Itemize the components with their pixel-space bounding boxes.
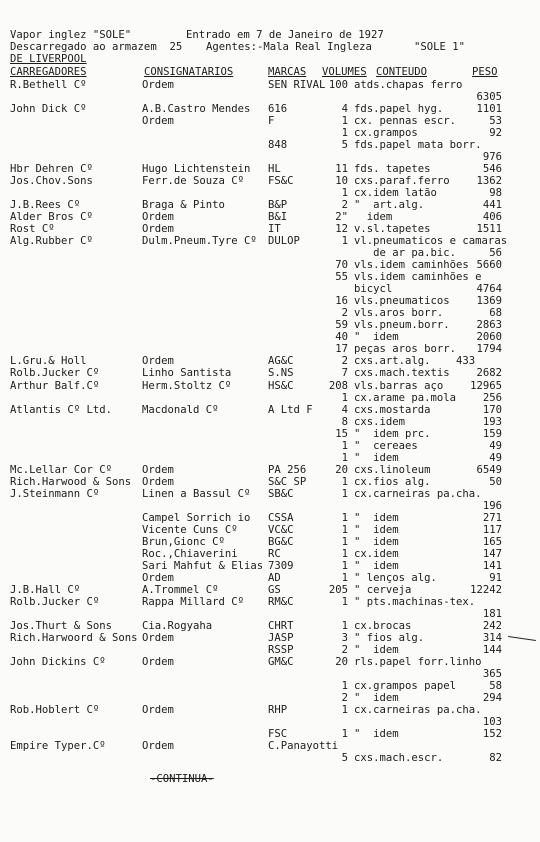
weight-cell: 6549 [476,463,502,476]
consignee-cell: Ordem [142,740,174,753]
manifest-row [0,236,540,248]
volume-cell: 1 [341,115,348,128]
volume-cell: 11 [335,163,348,176]
manifest-row [0,465,540,477]
consignee-cell: Ordem [142,355,174,368]
shipper-cell: J.B.Rees Cº [10,199,81,212]
volume-cell: 17 [335,343,348,356]
volume-cell: 1 [341,439,348,452]
weight-cell: 12965 [470,379,502,392]
content-cell: cx.idem [354,547,399,560]
manifest-row [0,525,540,537]
shipper-cell: Rost Cº [10,223,55,236]
weight-cell: 1511 [476,223,502,236]
content-cell: vl.pneumaticos e camaras [354,235,508,248]
volume-cell: 1 [341,523,348,536]
mark-cell: FS&C [268,175,294,188]
mark-cell: CSSA [268,511,294,524]
volume-cell: 1 [341,619,348,632]
content-cell: " idem [354,559,399,572]
manifest-row [0,368,540,380]
volume-cell: 1 [341,559,348,572]
content-cell: cx.idem latão [354,187,437,200]
weight-cell: 117 [482,523,502,536]
weight-cell: 53 [489,115,502,128]
manifest-row [0,116,540,128]
mark-cell: CHRT [268,619,294,632]
mark-cell: RM&C [268,595,294,608]
content-cell: cxs.paraf.ferro [354,175,450,188]
shipper-cell: R.Bethell Cº [10,79,87,91]
volume-cell: 1 [341,704,348,717]
content-cell: " idem [354,451,399,464]
mark-cell: IT [268,223,281,236]
mark-cell: DULOP [268,235,300,248]
mark-cell: B&P [268,199,288,212]
content-cell: cxs.mach.escr. [354,752,444,765]
content-cell: cxs.idem [354,415,406,428]
consignee-cell: Ordem [142,211,174,224]
weight-cell: 4764 [476,283,502,296]
weight-cell: 141 [482,559,502,572]
volume-cell: 2 [341,307,348,320]
mark-cell: GM&C [268,655,294,668]
content-cell: " idem [354,331,399,344]
mark-cell: RC [268,547,281,560]
mark-cell: GS [268,583,281,596]
content-cell: " idem [354,511,399,524]
manifest-row [0,320,540,332]
weight-cell: 82 [489,752,502,765]
consignee-cell: Ordem [142,463,174,476]
manifest-row [0,549,540,561]
content-cell: idem [354,211,393,224]
content-cell: vls.barras aço [354,379,444,392]
weight-cell: 976 [482,151,502,164]
manifest-row [0,284,540,296]
volume-cell: 1 [341,127,348,140]
volume-cell: 3 [341,631,348,644]
volume-cell: 100 [328,79,348,91]
content-cell: " idem [354,535,399,548]
shipper-cell: Arthur Balf.Cº [10,379,100,392]
consignee-cell: Ferr.de Souza Cº [142,175,245,188]
weight-cell: 165 [482,535,502,548]
volume-cell: 1 [341,571,348,584]
volume-cell: 8 [341,415,348,428]
weight-cell: 256 [482,391,502,404]
weight-cell: 49 [489,451,502,464]
manifest-row [0,705,540,717]
content-cell: " pts.machinas-tex. [354,595,476,608]
mark-cell: BG&C [268,535,294,548]
volume-cell: 208 [328,379,348,392]
volume-cell: 1 [341,187,348,200]
shipper-cell: Rolb.Jucker Cº [10,595,100,608]
weight-cell: 103 [482,716,502,729]
volume-cell: 1 [341,595,348,608]
volume-cell: 1 [341,475,348,488]
shipper-cell: L.Gru.& Holl [10,355,87,368]
shipper-cell: Hbr Dehren Cº [10,163,93,176]
manifest-row [0,657,540,669]
consignee-cell: Braga & Pinto [142,199,225,212]
mark-cell: A Ltd F [268,403,313,416]
consignee-cell: Brun,Gionc Cº [142,535,225,548]
manifest-row [0,669,540,681]
weight-cell: 159 [482,427,502,440]
consignee-cell: Ordem [142,223,174,236]
content-cell: atds.chapas ferro [354,79,463,91]
col-contents: CONTEUDO [376,66,428,78]
weight-cell: 1369 [476,295,502,308]
shipper-cell: Rolb.Jucker Cº [10,367,100,380]
manifest-row [0,573,540,585]
content-cell: cxs.linoleum [354,463,431,476]
weight-cell: 50 [489,475,502,488]
content-cell: " cereaes [354,439,418,452]
volume-cell: 2 [341,692,348,705]
col-marks: MARCAS [268,66,307,78]
volume-cell: 40 [335,331,348,344]
content-cell: cxs.mostarda [354,403,431,416]
volume-cell: 12 [335,223,348,236]
consignee-cell: Roc.,Chiaverini [142,547,238,560]
mark-cell: AD [268,571,281,584]
consignee-cell: A.B.Castro Mendes [142,103,251,116]
weight-cell: 49 [489,439,502,452]
volume-cell: 4 [341,103,348,116]
weight-cell: 1362 [476,175,502,188]
weight-cell: 406 [482,211,502,224]
shipper-cell: John Dick Cº [10,103,87,116]
weight-cell: 2682 [476,367,502,380]
content-cell: cx.brocas [354,619,412,632]
consignee-cell: Ordem [142,631,174,644]
manifest-row [0,501,540,513]
ship-name: Vapor inglez "SOLE" [10,29,132,41]
manifest-row [0,741,540,753]
consignee-cell: Dulm.Pneum.Tyre Cº [142,235,257,248]
volume-cell: 55 [335,271,348,284]
content-cell: cxs.art.alg. 433 [354,355,476,368]
content-cell: bicycl [354,283,393,296]
manifest-row [0,308,540,320]
content-cell: " idem [354,523,399,536]
weight-cell: 147 [482,547,502,560]
content-cell: cx.grampos [354,127,418,140]
shipper-cell: Alg.Rubber Cº [10,235,93,248]
weight-cell: 365 [482,667,502,680]
weight-cell: 196 [482,499,502,512]
weight-cell: 152 [482,728,502,741]
content-cell: vls.idem caminhões e [354,271,482,284]
consignee-cell: Macdonald Cº [142,403,219,416]
manifest-row [0,441,540,453]
weight-cell: 92 [489,127,502,140]
content-cell: " idem [354,643,399,656]
volume-cell: 1 [341,535,348,548]
manifest-row [0,176,540,188]
content-cell: " idem prc. [354,427,431,440]
consignee-cell: Sari Mahfut & Elias [142,559,264,572]
volume-cell: 20 [335,655,348,668]
volume-cell: 1 [341,728,348,741]
shipper-cell: Rob.Hoblert Cº [10,704,100,717]
content-cell: de ar pa.bic. [354,247,457,260]
content-cell: " fios alg. [354,631,425,644]
mark-cell: PA 256 [268,463,307,476]
mark-cell: FSC [268,728,288,741]
manifest-row [0,489,540,501]
col-weight: PESO [472,66,498,78]
weight-cell: 12242 [470,583,502,596]
weight-cell: 98 [489,187,502,200]
weight-cell: 58 [489,680,502,692]
volume-cell: 1 [341,680,348,692]
content-cell: fds.papel hyg. [354,103,444,116]
shipper-cell: Jos.Thurt & Sons [10,619,113,632]
mark-cell: SEN RIVAL [268,79,326,91]
consignee-cell: Ordem [142,571,174,584]
consignee-cell: Linho Santista [142,367,232,380]
volume-cell: 2 [341,355,348,368]
content-cell: fds.papel mata borr. [354,139,482,152]
content-cell: rls.papel forr.linho [354,655,482,668]
manifest-row [0,296,540,308]
shipper-cell: J.B.Hall Cº [10,583,81,596]
manifest-row [0,429,540,441]
weight-cell: 91 [489,571,502,584]
content-cell: vls.idem caminhões [354,259,469,272]
manifest-row [0,477,540,489]
arrival-date: Entrado em 7 de Janeiro de 1927 [186,29,384,41]
consignee-cell: Ordem [142,475,174,488]
mark-cell: RSSP [268,643,294,656]
content-cell: " cerveja [354,583,412,596]
content-cell: cxs.mach.textis [354,367,450,380]
weight-cell: 1101 [476,103,502,116]
mark-cell: 7309 [268,559,294,572]
mark-cell: B&I [268,211,288,224]
consignee-cell: Linen a Bassul Cº [142,487,251,500]
content-cell: " idem [354,692,399,705]
mark-cell: SB&C [268,487,294,500]
mark-cell: AG&C [268,355,294,368]
manifest-row [0,140,540,152]
mark-cell: 848 [268,139,288,152]
continued-note: -CONTINUA- [150,773,214,785]
content-cell: peças aros borr. [354,343,457,356]
manifest-row [0,753,540,765]
consignee-cell: Vicente Cuns Cº [142,523,238,536]
content-cell: " art.alg. [354,199,425,212]
manifest-row [0,537,540,549]
manifest-row [0,381,540,393]
weight-cell: 271 [482,511,502,524]
shipper-cell: Empire Typer.Cº [10,740,106,753]
mark-cell: S.NS [268,367,294,380]
volume-cell: 2 [341,643,348,656]
weight-cell: 6305 [476,91,502,104]
volume-cell: 70 [335,259,348,272]
volume-cell: 205 [328,583,348,596]
volume-cell: 7 [341,367,348,380]
mark-cell: RHP [268,704,288,717]
consignee-cell: Campel Sorrich io [142,511,251,524]
shipper-cell: Alder Bros Cº [10,211,93,224]
volume-cell: 1 [341,235,348,248]
warehouse: Descarregado ao armazem 25 [10,41,183,53]
consignee-cell: Rappa Millard Cº [142,595,245,608]
content-cell: cx. pennas escr. [354,115,457,128]
manifest-row [0,417,540,429]
content-cell: vls.pneumaticos [354,295,450,308]
volume-cell: 1 [341,487,348,500]
shipper-cell: Jos.Chov.Sons [10,175,93,188]
weight-cell: 242 [482,619,502,632]
mark-cell: 616 [268,103,288,116]
weight-cell: 144 [482,643,502,656]
content-cell: vls.aros borr. [354,307,444,320]
content-cell: " lenços alg. [354,571,437,584]
volume-cell: 2 [341,199,348,212]
content-cell: cx.grampos papel [354,680,457,692]
mark-cell: F [268,115,275,128]
content-cell: cx.carneiras pa.cha. [354,704,482,717]
volume-cell: 59 [335,319,348,332]
col-volumes: VOLUMES [322,66,367,78]
col-shipper: CARREGADORES [10,66,87,78]
consignee-cell: Hugo Lichtenstein [142,163,251,176]
content-cell: vls.pneum.borr. [354,319,450,332]
content-cell: v.sl.tapetes [354,223,431,236]
manifest-row [0,272,540,284]
consignee-cell: A.Trommel Cº [142,583,219,596]
consignee-cell: Cia.Rogyaha [142,619,213,632]
shipper-cell: Mc.Lellar Cor Cº [10,463,113,476]
volume-cell: 2" [335,211,348,224]
volume-cell: 4 [341,403,348,416]
agents: Agentes:-Mala Real Ingleza [206,41,372,53]
content-cell: fds. tapetes [354,163,431,176]
manifest-row [0,80,540,92]
weight-cell: 1794 [476,343,502,356]
weight-cell: 5660 [476,259,502,272]
manifest-row [0,561,540,573]
volume-cell: 15 [335,427,348,440]
weight-cell: 314 [482,631,502,644]
content-cell: cx.carneiras pa.cha. [354,487,482,500]
mark-cell: HL [268,163,281,176]
manifest-row [0,332,540,344]
weight-cell: 441 [482,199,502,212]
volume-cell: 1 [341,511,348,524]
volume-cell: 5 [341,752,348,765]
shipper-cell: John Dickins Cº [10,655,106,668]
ship-code: "SOLE 1" [414,41,466,53]
mark-cell: VC&C [268,523,294,536]
shipper-cell: Atlantis Cº Ltd. [10,403,113,416]
port-of-origin: DE LIVERPOOL [10,53,87,65]
mark-cell: S&C SP [268,475,307,488]
volume-cell: 1 [341,391,348,404]
volume-cell: 20 [335,463,348,476]
shipper-cell: Rich.Harwood & Sons [10,475,132,488]
weight-cell: 181 [482,607,502,620]
weight-cell: 546 [482,163,502,176]
shipper-cell: J.Steinmann Cº [10,487,100,500]
weight-cell: 193 [482,415,502,428]
consignee-cell: Herm.Stoltz Cº [142,379,232,392]
consignee-cell: Ordem [142,79,174,91]
content-cell: " idem [354,728,399,741]
manifest-row [0,681,540,693]
content-cell: cx.arame pa.mola [354,391,457,404]
manifest-row [0,513,540,525]
weight-cell: 2863 [476,319,502,332]
mark-cell: C.Panayotti [268,740,339,753]
weight-cell: 2060 [476,331,502,344]
manifest-row [0,405,540,417]
consignee-cell: Ordem [142,655,174,668]
weight-cell: 294 [482,692,502,705]
manifest-row [0,597,540,609]
mark-cell: HS&C [268,379,294,392]
shipper-cell: Rich.Harwoord & Sons [10,631,138,644]
mark-cell: JASP [268,631,294,644]
consignee-cell: Ordem [142,115,174,128]
volume-cell: 16 [335,295,348,308]
manifest-row [0,453,540,465]
consignee-cell: Ordem [142,704,174,717]
volume-cell: 10 [335,175,348,188]
weight-cell: 68 [489,307,502,320]
weight-cell: 56 [489,247,502,260]
manifest-row [0,393,540,405]
content-cell: cx.fios alg. [354,475,431,488]
col-consignee: CONSIGNATARIOS [144,66,234,78]
volume-cell: 5 [341,139,348,152]
volume-cell: 1 [341,547,348,560]
volume-cell: 1 [341,451,348,464]
weight-cell: 170 [482,403,502,416]
